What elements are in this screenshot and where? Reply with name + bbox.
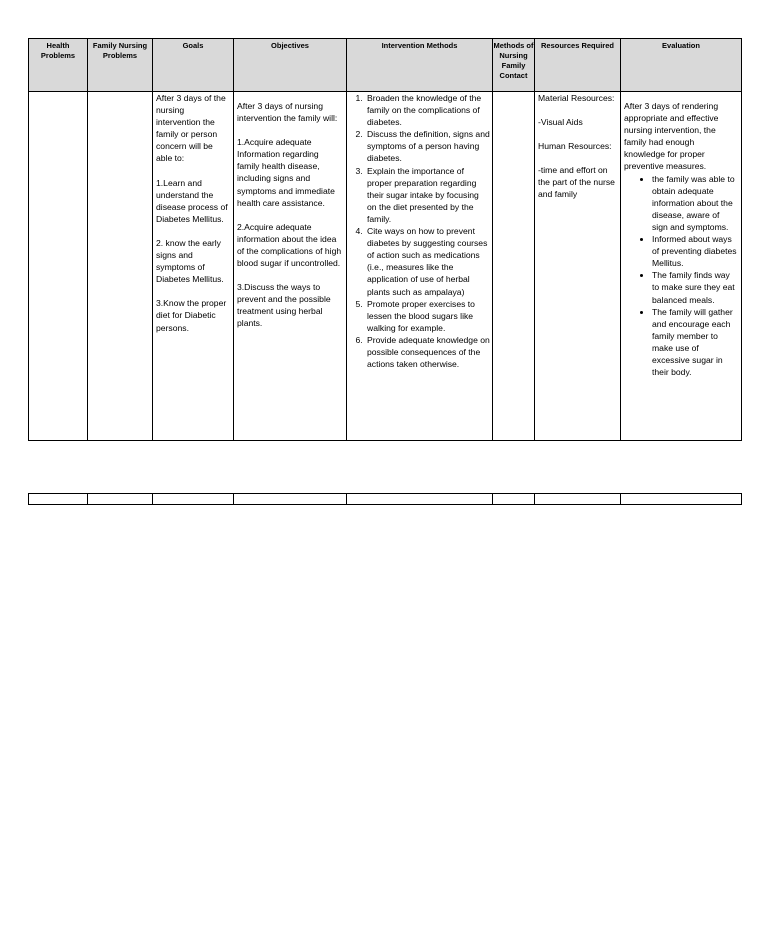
- objectives-cell: [234, 92, 347, 441]
- intervention-list: [351, 92, 490, 370]
- header-evaluation: Evaluation: [621, 39, 742, 92]
- intervention-item: 3. Explain the importance of proper preparation regarding their sugar intake by focusing on the diet presented by the family.: [365, 165, 490, 225]
- health-problems-cell: [29, 92, 88, 441]
- empty-cell: [88, 494, 153, 505]
- header-objectives: Objectives: [234, 39, 347, 92]
- empty-cell: [493, 494, 535, 505]
- resources-cell: [535, 92, 621, 441]
- table-row: [29, 494, 742, 505]
- objectives-intro: After 3 days of nursing intervention the family will:: [237, 101, 338, 124]
- goal-item: 1.Learn and understand the disease process of Diabetes Mellitus.: [156, 177, 228, 224]
- goal-item: 3.Know the proper diet for Diabetic persons.: [156, 298, 227, 333]
- evaluation-item: • the family was able to obtain adequate information about the disease, aware of sign and symptoms.: [652, 173, 737, 233]
- header-goals: Goals: [153, 39, 234, 92]
- header-health-problems: Health Problems: [29, 39, 88, 92]
- evaluation-cell: [621, 92, 742, 441]
- table-row: [29, 92, 742, 441]
- nursing-care-plan-table: [28, 38, 742, 441]
- evaluation-intro: After 3 days of rendering appropriate and effective nursing intervention, the family had enough knowledge for proper preventive measures.: [624, 101, 719, 172]
- empty-cell: [29, 494, 88, 505]
- evaluation-item: • The family will gather and encourage each family member to make use of excessive sugar in their body.: [652, 306, 737, 379]
- objective-item: 2.Acquire adequate information about the idea of the complications of high blood sugar if uncontrolled.: [237, 221, 342, 269]
- goals-intro: After 3 days of the nursing intervention the family or person concern will be able to:: [156, 93, 226, 164]
- empty-cell: [621, 494, 742, 505]
- header-intervention-methods: Intervention Methods: [347, 39, 493, 92]
- intervention-item: 1. Broaden the knowledge of the family on the complications of diabetes.: [365, 92, 490, 128]
- header-resources-required: Resources Required: [535, 39, 621, 92]
- intervention-item: 6. Provide adequate knowledge on possible consequences of the actions taken otherwise.: [365, 334, 490, 370]
- empty-cell: [535, 494, 621, 505]
- intervention-item: 4. Cite ways on how to prevent diabetes by suggesting courses of action such as medications (i.e., measures like the application of use of herbal plants such as ampalaya): [365, 225, 490, 298]
- intervention-item: 2. Discuss the definition, signs and symptoms of a person having diabetes.: [365, 128, 490, 164]
- material-resources-item: -Visual Aids: [538, 117, 583, 128]
- human-resources-label: Human Resources:: [538, 141, 612, 152]
- human-resources-item: -time and effort on the part of the nurse and family: [538, 165, 615, 200]
- intervention-item: 5. Promote proper exercises to lessen the blood sugars like walking for example.: [365, 298, 490, 334]
- evaluation-item: • Informed about ways of preventing diabetes Mellitus.: [652, 233, 737, 269]
- objective-item: 1.Acquire adequate Information regarding family health disease, including signs and symptoms and immediate health care assistance.: [237, 137, 335, 208]
- material-resources-label: Material Resources:: [538, 93, 615, 103]
- intervention-methods-cell: [347, 92, 493, 441]
- empty-cell: [347, 494, 493, 505]
- objective-item: 3.Discuss the ways to prevent and the possible treatment using herbal plants.: [237, 282, 331, 329]
- evaluation-list: [624, 173, 737, 379]
- empty-cell: [234, 494, 347, 505]
- family-nursing-problems-cell: [88, 92, 153, 441]
- goal-item: 2. know the early signs and symptoms of Diabetes Mellitus.: [156, 237, 224, 285]
- blank-table-row: [28, 493, 742, 505]
- evaluation-item: • The family finds way to make sure they eat balanced meals.: [652, 269, 737, 305]
- goals-cell: [153, 92, 234, 441]
- table-header-row: [29, 39, 742, 92]
- methods-of-contact-cell: [493, 92, 535, 441]
- empty-cell: [153, 494, 234, 505]
- header-family-nursing-problems: Family Nursing Problems: [88, 39, 153, 92]
- header-methods-of-contact: Methods of Nursing Family Contact: [493, 39, 535, 92]
